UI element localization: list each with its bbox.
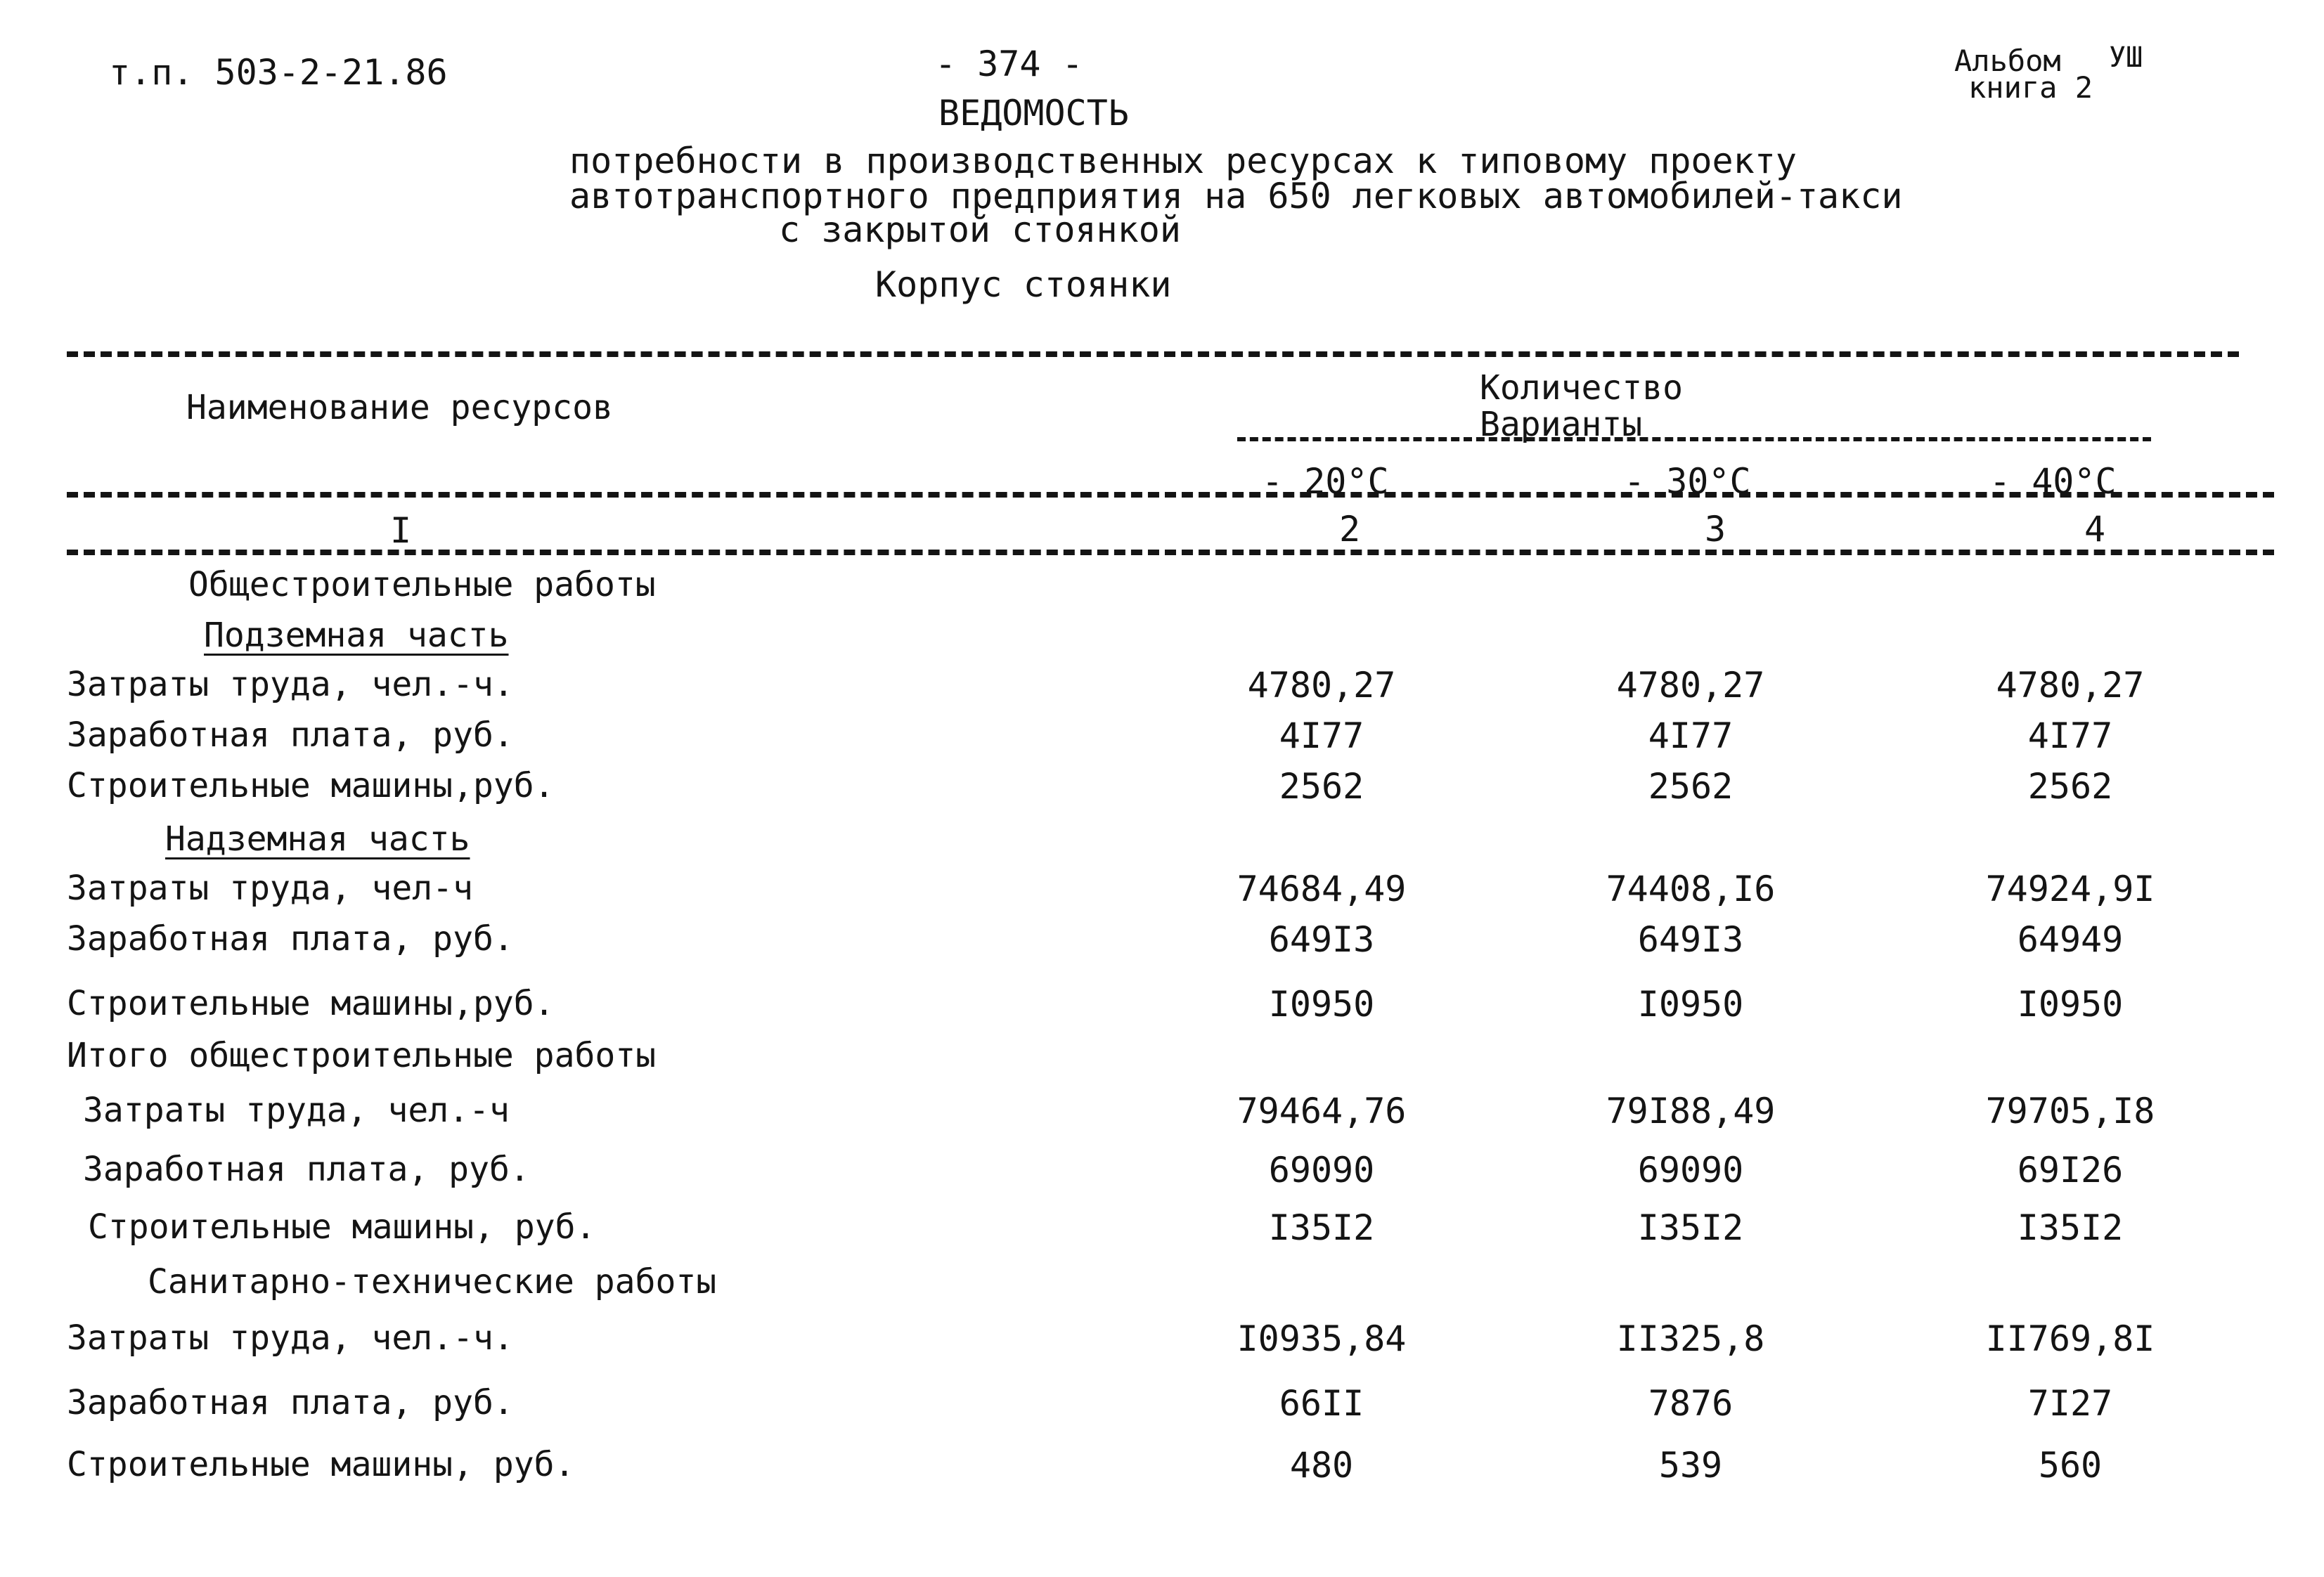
table-row-label: Строительные машины, руб. bbox=[67, 1445, 575, 1484]
album-label: Альбом bbox=[1954, 44, 2061, 78]
column-header-resources: Наименование ресурсов bbox=[186, 388, 613, 427]
column-header-quantity: Количество bbox=[1480, 368, 1683, 408]
table-cell-variant-3: 69I26 bbox=[2017, 1150, 2124, 1190]
table-row-label: Строительные машины, руб. bbox=[88, 1207, 596, 1247]
section-subheading: Надземная часть bbox=[165, 819, 470, 859]
section-heading: Итого общестроительные работы bbox=[67, 1036, 657, 1075]
table-row-label: Затраты труда, чел.-ч bbox=[83, 1091, 510, 1130]
album-roman-number: УШ bbox=[2109, 41, 2143, 74]
column-number-4: 4 bbox=[2084, 509, 2106, 550]
table-cell-variant-2: 79I88,49 bbox=[1606, 1091, 1776, 1131]
variant-temp-2-text: - 30°C bbox=[1624, 461, 1751, 502]
table-cell-variant-3: 74924,9I bbox=[1985, 869, 2155, 909]
section-title: Корпус стоянки bbox=[875, 264, 1172, 305]
column-header-variants: Варианты bbox=[1480, 405, 1643, 444]
table-cell-variant-1: 649I3 bbox=[1268, 919, 1375, 960]
title-line-3: с закрытой стоянкой bbox=[779, 209, 1181, 250]
table-row-label: Заработная плата, руб. bbox=[67, 919, 514, 959]
column-number-2: 2 bbox=[1339, 509, 1361, 550]
table-cell-variant-1: 2562 bbox=[1279, 766, 1364, 807]
table-cell-variant-2: 2562 bbox=[1648, 766, 1734, 807]
table-cell-variant-3: II769,8I bbox=[1985, 1318, 2155, 1359]
table-cell-variant-2: 649I3 bbox=[1637, 919, 1744, 960]
table-row-label: Затраты труда, чел.-ч. bbox=[67, 1318, 514, 1358]
table-row-label: Заработная плата, руб. bbox=[83, 1150, 530, 1189]
table-cell-variant-2: 69090 bbox=[1637, 1150, 1744, 1190]
table-cell-variant-3: 4780,27 bbox=[1996, 665, 2145, 706]
table-cell-variant-1: 66II bbox=[1279, 1383, 1364, 1424]
table-cell-variant-1: 4780,27 bbox=[1247, 665, 1396, 706]
table-cell-variant-3: I0950 bbox=[2017, 984, 2124, 1025]
table-top-rule bbox=[67, 351, 2239, 357]
table-cell-variant-2: 7876 bbox=[1648, 1383, 1734, 1424]
table-row-label: Заработная плата, руб. bbox=[67, 1383, 514, 1422]
document-code: т.п. 503-2-21.86 bbox=[109, 52, 448, 93]
table-cell-variant-2: I35I2 bbox=[1637, 1207, 1744, 1248]
table-cell-variant-1: 480 bbox=[1289, 1445, 1354, 1486]
table-cell-variant-1: 79464,76 bbox=[1237, 1091, 1407, 1131]
table-row-label: Затраты труда, чел-ч bbox=[67, 869, 473, 908]
variant-temp-3-text: - 40°C bbox=[1989, 461, 2117, 502]
table-cell-variant-3: 64949 bbox=[2017, 919, 2124, 960]
table-cell-variant-2: I0950 bbox=[1637, 984, 1744, 1025]
variants-rule bbox=[1237, 437, 2151, 441]
section-subheading: Подземная часть bbox=[204, 616, 509, 655]
table-cell-variant-1: I0950 bbox=[1268, 984, 1375, 1025]
title-line-1: потребности в производственных ресурсах к типовому проекту bbox=[569, 141, 1797, 181]
table-cell-variant-1: 4I77 bbox=[1279, 715, 1364, 756]
table-cell-variant-3: I35I2 bbox=[2017, 1207, 2124, 1248]
table-cell-variant-2: 4780,27 bbox=[1616, 665, 1765, 706]
table-row-label: Строительные машины,руб. bbox=[67, 984, 555, 1023]
table-row-label: Заработная плата, руб. bbox=[67, 715, 514, 755]
title-line-2: автотранспортного предприятия на 650 легковых автомобилей-такси bbox=[569, 176, 1903, 216]
column-number-3: 3 bbox=[1705, 509, 1726, 550]
header-bottom-rule bbox=[67, 550, 2274, 555]
table-cell-variant-1: 69090 bbox=[1268, 1150, 1375, 1190]
table-cell-variant-2: II325,8 bbox=[1616, 1318, 1765, 1359]
book-label: книга 2 bbox=[1968, 70, 2093, 105]
table-cell-variant-2: 539 bbox=[1658, 1445, 1723, 1486]
table-cell-variant-2: 4I77 bbox=[1648, 715, 1734, 756]
table-cell-variant-3: 560 bbox=[2038, 1445, 2103, 1486]
table-cell-variant-1: I0935,84 bbox=[1237, 1318, 1407, 1359]
table-cell-variant-1: 74684,49 bbox=[1237, 869, 1407, 909]
section-heading: Общестроительные работы bbox=[188, 565, 656, 604]
header-mid-rule bbox=[67, 492, 2274, 498]
table-cell-variant-3: 2562 bbox=[2027, 766, 2113, 807]
column-number-1: I bbox=[390, 510, 412, 551]
table-cell-variant-3: 4I77 bbox=[2027, 715, 2113, 756]
table-row-label: Затраты труда, чел.-ч. bbox=[67, 665, 514, 704]
page-number: - 374 - bbox=[935, 44, 1083, 84]
table-cell-variant-3: 79705,I8 bbox=[1985, 1091, 2155, 1131]
section-heading: Санитарно-технические работы bbox=[148, 1262, 717, 1302]
document-title: ВЕДОМОСТЬ bbox=[938, 93, 1129, 134]
table-cell-variant-3: 7I27 bbox=[2027, 1383, 2113, 1424]
table-cell-variant-2: 74408,I6 bbox=[1606, 869, 1776, 909]
table-row-label: Строительные машины,руб. bbox=[67, 766, 555, 805]
table-cell-variant-1: I35I2 bbox=[1268, 1207, 1375, 1248]
variant-temp-1-text: - 20°C bbox=[1262, 461, 1389, 502]
